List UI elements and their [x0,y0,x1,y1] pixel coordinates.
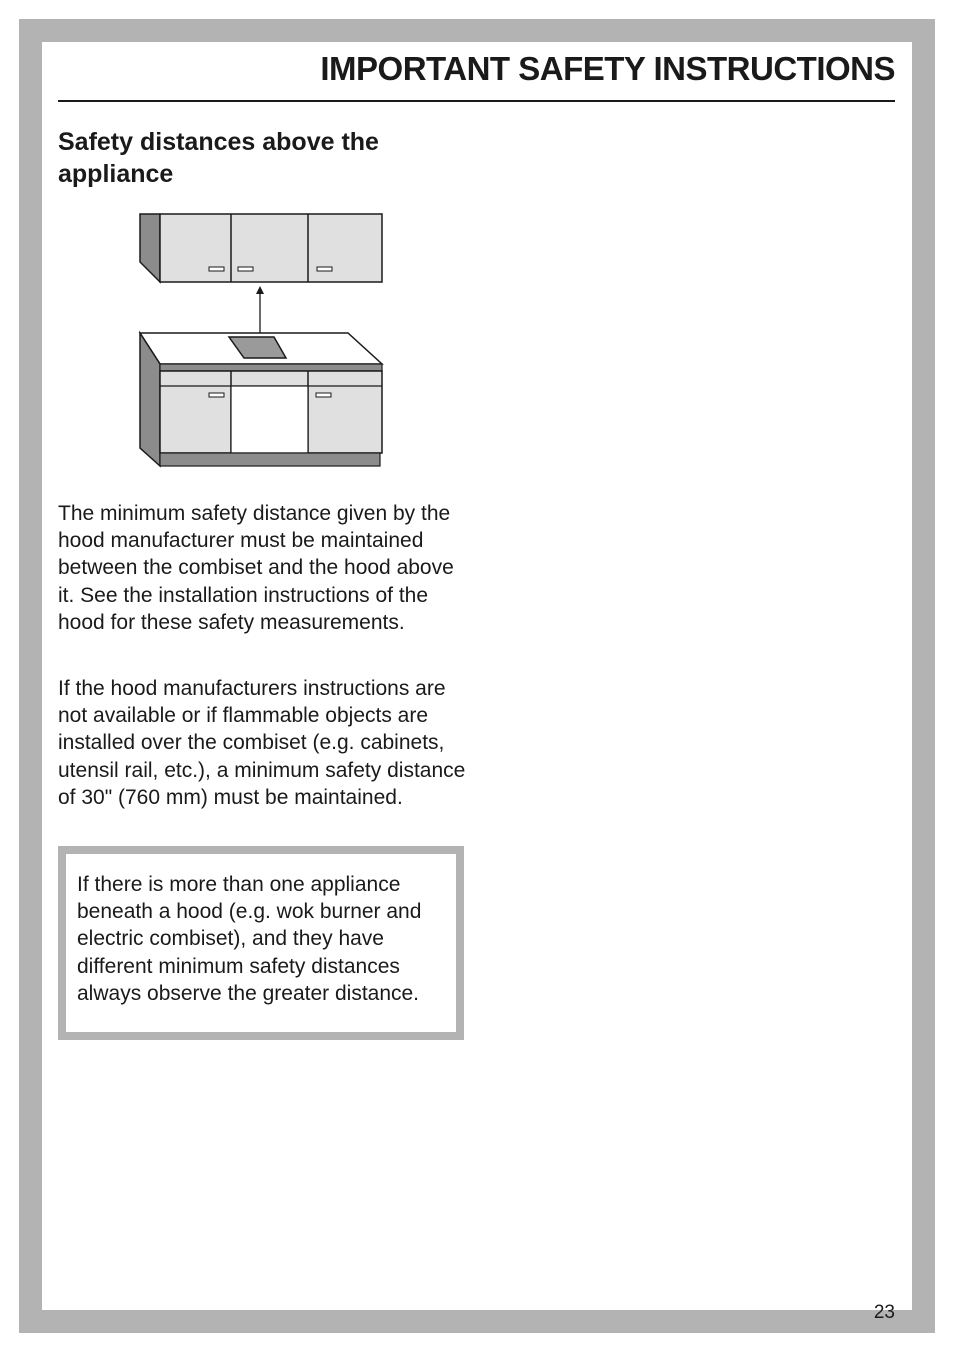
cabinet-handle [209,267,224,271]
note-text: If there is more than one appliance beneath a hood (e.g. wok burner and electric combiset), and they have different minimum safety distances always observe the greater distance. [77,873,422,1005]
page-header-title: IMPORTANT SAFETY INSTRUCTIONS [320,50,895,87]
cabinet-handle [238,267,253,271]
dishwasher-front [231,386,308,453]
paragraph-minimum-distance: The minimum safety distance given by the hood manufacturer must be maintained between the combiset and the hood above it. See the installation instructions of the hood for these safety measurements. [58,502,454,634]
wall-cabinet-front [160,214,382,282]
page-number: 23 [873,1302,895,1323]
cabinet-handle [316,393,331,397]
section-heading: Safety distances above the appliance [58,128,379,188]
countertop-edge [160,364,382,371]
header-divider [58,100,895,102]
cabinet-handle [209,393,224,397]
wall-cabinet-side [140,214,160,282]
safety-distance-illustration [130,205,392,477]
plinth [160,453,380,466]
cabinet-handle [317,267,332,271]
note-box-inner [66,854,456,1032]
note-box [58,846,464,1040]
wall-cabinets [140,214,382,282]
base-cabinet [140,333,382,466]
paragraph-default-distance: If the hood manufacturers instructions are not available or if flammable objects are installed over the combiset (e.g. cabinets, utensil rail, etc.), a minimum safety distance of 30" (760 mm) must be maintained. [58,677,466,809]
